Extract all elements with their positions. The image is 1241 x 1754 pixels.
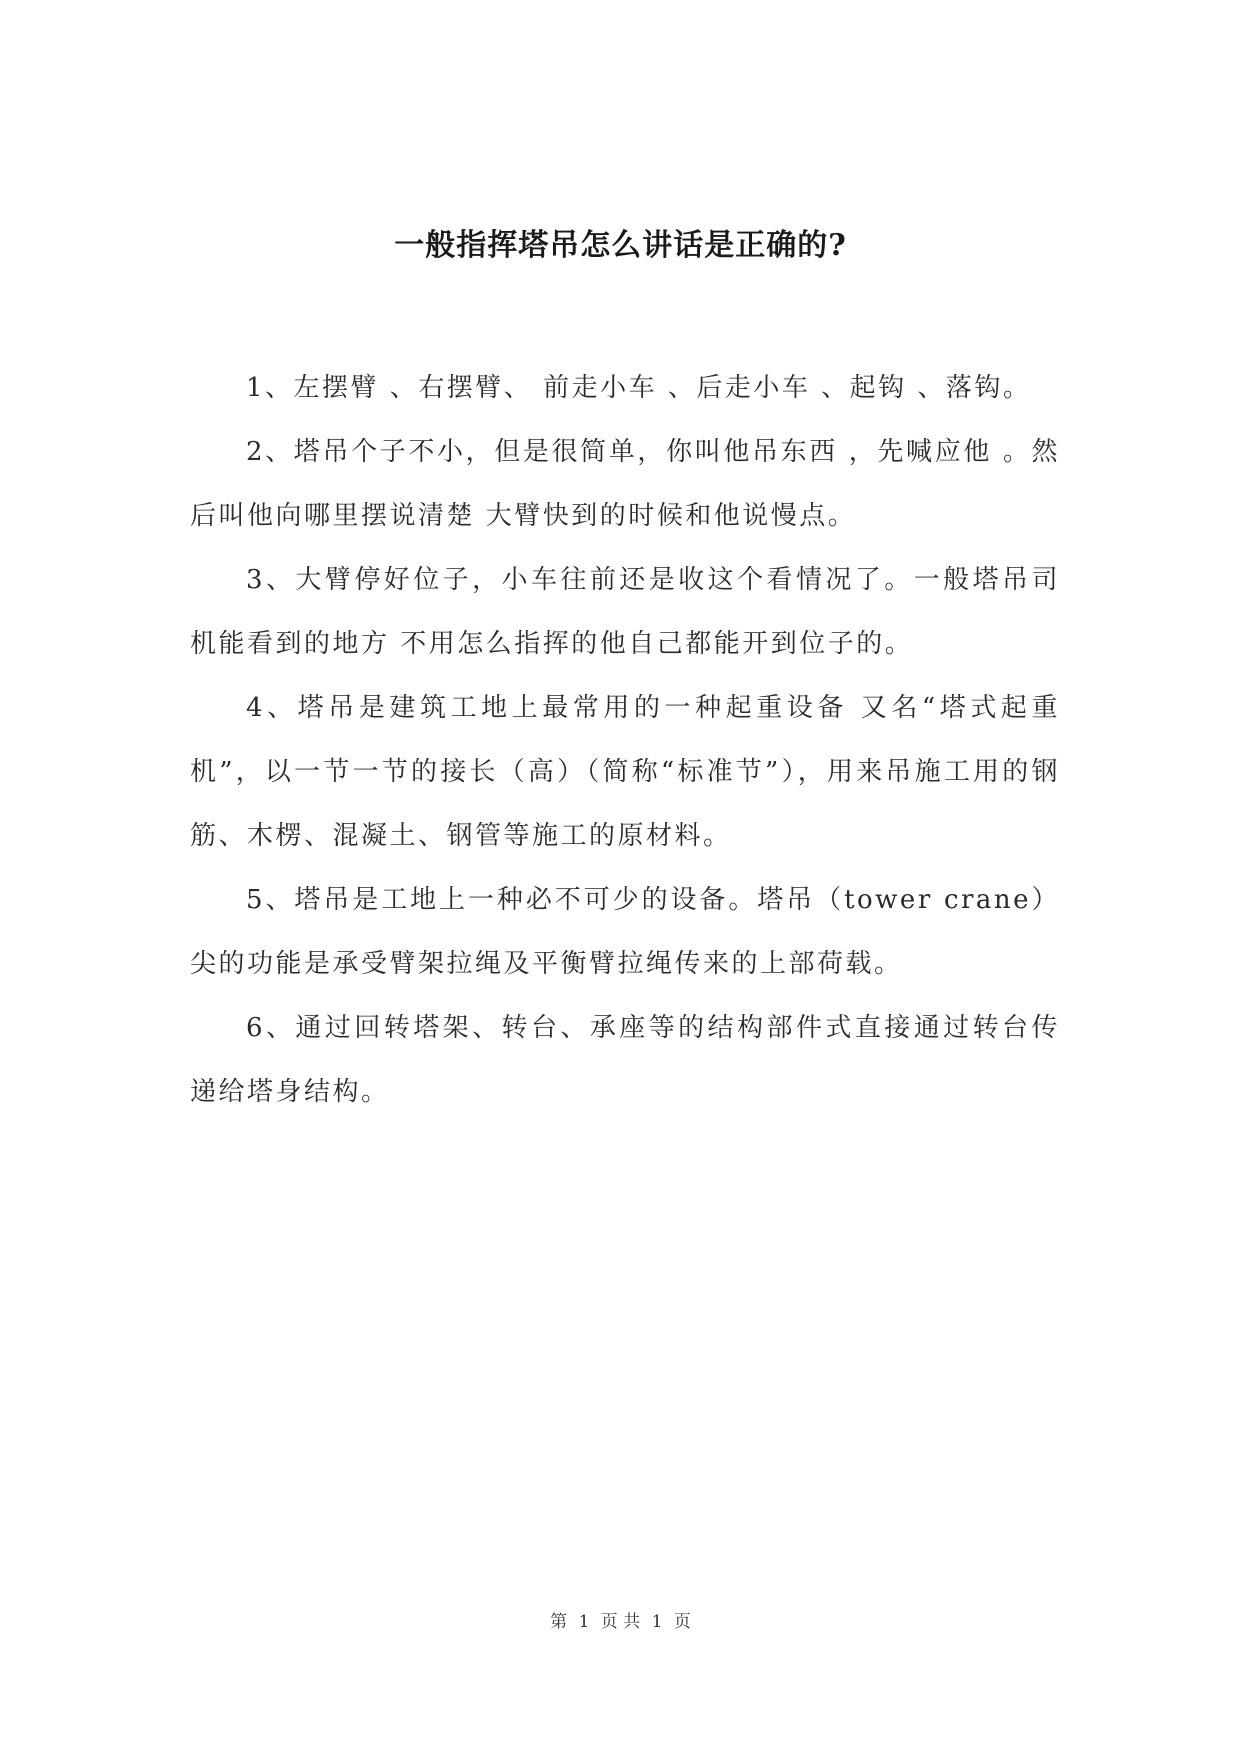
paragraph-2: 2、塔吊个子不小，但是很简单，你叫他吊东西 ，先喊应他 。然后叫他向哪里摆说清楚 大臂快到的时候和他说慢点。 xyxy=(190,437,1060,531)
page-label-prefix: 第 xyxy=(550,1612,568,1632)
paragraph-5: 5、塔吊是工地上一种必不可少的设备。塔吊（tower crane）尖的功能是承受臂架拉绳及平衡臂拉绳传来的上部荷载。 xyxy=(190,885,1060,979)
paragraph-6: 6、通过回转塔架、转台、承座等的结构部件式直接通过转台传递给塔身结构。 xyxy=(190,1013,1060,1107)
page-label-mid: 页 共 xyxy=(600,1612,641,1632)
page-footer xyxy=(0,1610,1241,1634)
page-label-suffix: 页 xyxy=(673,1612,691,1632)
paragraph-1: 1、左摆臂 、右摆臂、 前走小车 、后走小车 、起钩 、落钩。 xyxy=(246,373,1032,403)
current-page-number: 1 xyxy=(578,1612,590,1632)
total-pages-number: 1 xyxy=(651,1612,663,1632)
page-title: 一般指挥塔吊怎么讲话是正确的? xyxy=(394,228,847,263)
document-body xyxy=(190,356,1060,1124)
paragraph-4: 4、塔吊是建筑工地上最常用的一种起重设备 又名“塔式起重机”，以一节一节的接长（高）（简称“标准节”），用来吊施工用的钢筋、木楞、混凝土、钢管等施工的原材料。 xyxy=(190,693,1060,851)
paragraph-3: 3、大臂停好位子，小车往前还是收这个看情况了。一般塔吊司机能看到的地方 不用怎么指挥的他自己都能开到位子的。 xyxy=(190,565,1060,659)
